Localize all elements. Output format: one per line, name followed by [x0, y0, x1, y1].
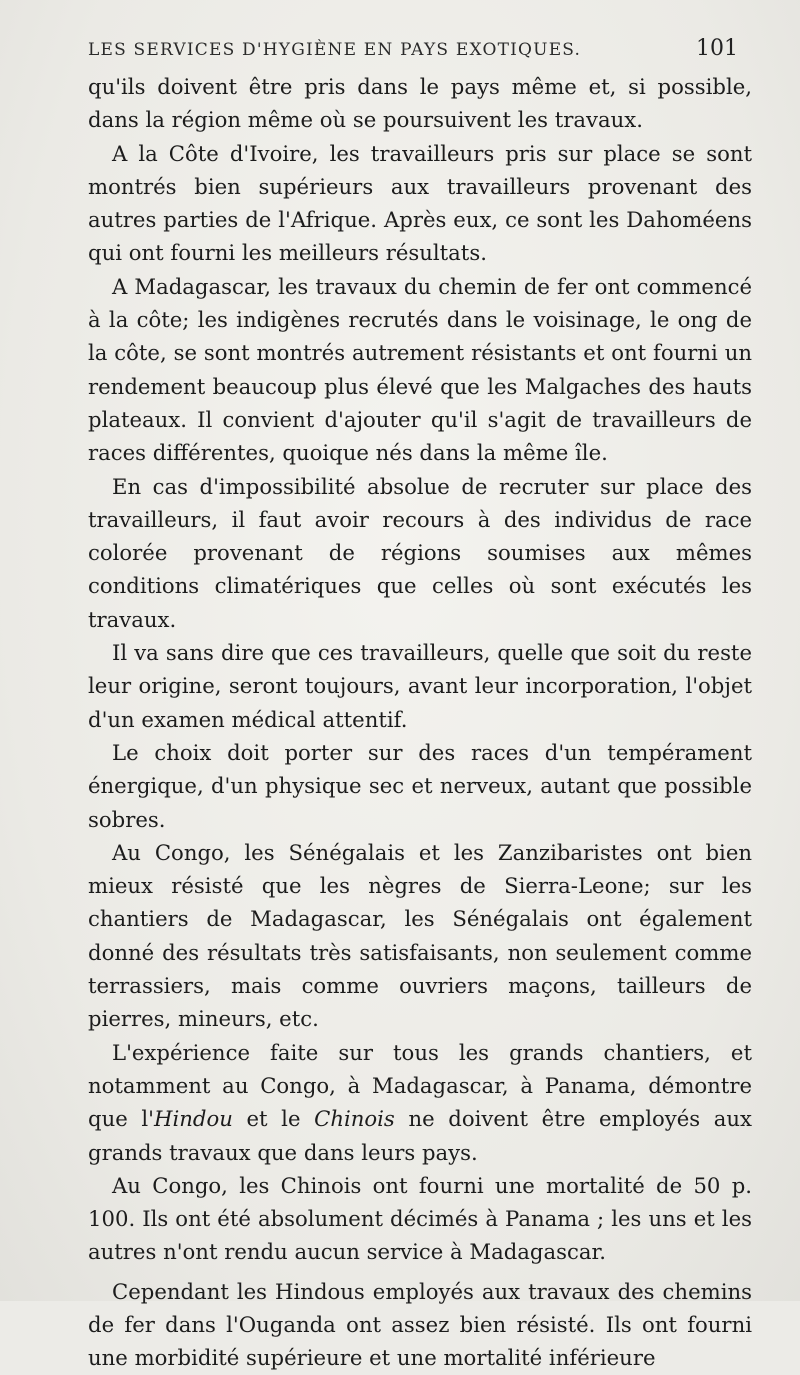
page-number: 101 — [696, 36, 738, 61]
paragraph-hindous-ouganda: Cependant les Hindous employés aux travaux des chemins de fer dans l'Ouganda ont assez bien résisté. Ils ont fourni une morbidité supérieure et une mortalité inférieure — [88, 1278, 752, 1371]
experience-text-middle: et le — [232, 1106, 315, 1132]
body-text — [88, 70, 752, 1375]
paragraph-cote-d-ivoire: A la Côte d'Ivoire, les travailleurs pris sur place se sont montrés bien supérieurs aux travailleurs provenant des autres parties de l'Afrique. Après eux, ce sont les Dahoméens qui ont fourni les meilleurs résultats. — [88, 140, 752, 266]
paragraph-experience — [88, 1036, 752, 1169]
chinois-term: Chinois — [314, 1106, 395, 1132]
running-header — [88, 36, 738, 72]
experience-text-before: L'expérience faite sur tous les grands chantiers, et notamment au Congo, à Madagascar, à Panama, démontre que l' — [88, 1039, 752, 1132]
paragraph-impossibilite: En cas d'impossibilité absolue de recruter sur place des travailleurs, il faut avoir recours à des individus de race colorée provenant de régions soumises aux mêmes conditions climatériques que celles où sont exécutés les travaux. — [88, 473, 752, 632]
paragraph-madagascar: A Madagascar, les travaux du chemin de fer ont commencé à la côte; les indigènes recrutés dans le voisinage, le ong de la côte, se sont montrés autrement résistants et ont fourni un rendement beaucoup plus élevé que les Malgaches des hauts plateaux. Il convient d'ajouter qu'il s'agit de travailleurs de races différentes, quoique nés dans la même île. — [88, 273, 752, 466]
paragraph-chinois-mortalite: Au Congo, les Chinois ont fourni une mortalité de 50 p. 100. Ils ont été absolument décimés à Panama ; les uns et les autres n'ont rendu aucun service à Madagascar. — [88, 1172, 752, 1265]
paragraph-examen-medical: Il va sans dire que ces travailleurs, quelle que soit du reste leur origine, seront toujours, avant leur incorporation, l'objet d'un examen médical attentif. — [88, 640, 752, 732]
hindou-term: Hindou — [153, 1106, 233, 1132]
paragraph-choix-races: Le choix doit porter sur des races d'un tempérament énergique, d'un physique sec et nerveux, autant que possible sobres. — [88, 739, 752, 832]
experience-text-after: ne doivent être employés aux grands travaux que dans leurs pays. — [88, 1106, 752, 1165]
paragraph-congo-senegalais: Au Congo, les Sénégalais et les Zanzibaristes ont bien mieux résisté que les nègres de Sierra-Leone; sur les chantiers de Madagascar, les Sénégalais ont également donné des résultats très satisfaisants, non seulement comme terrassiers, mais comme ouvriers maçons, tailleurs de pierres, mineurs, etc. — [88, 839, 752, 1032]
paragraph-continuation: qu'ils doivent être pris dans le pays même et, si possible, dans la région même où se poursuivent les travaux. — [88, 74, 752, 133]
running-title: LES SERVICES D'HYGIÈNE EN PAYS EXOTIQUES. — [88, 40, 582, 60]
